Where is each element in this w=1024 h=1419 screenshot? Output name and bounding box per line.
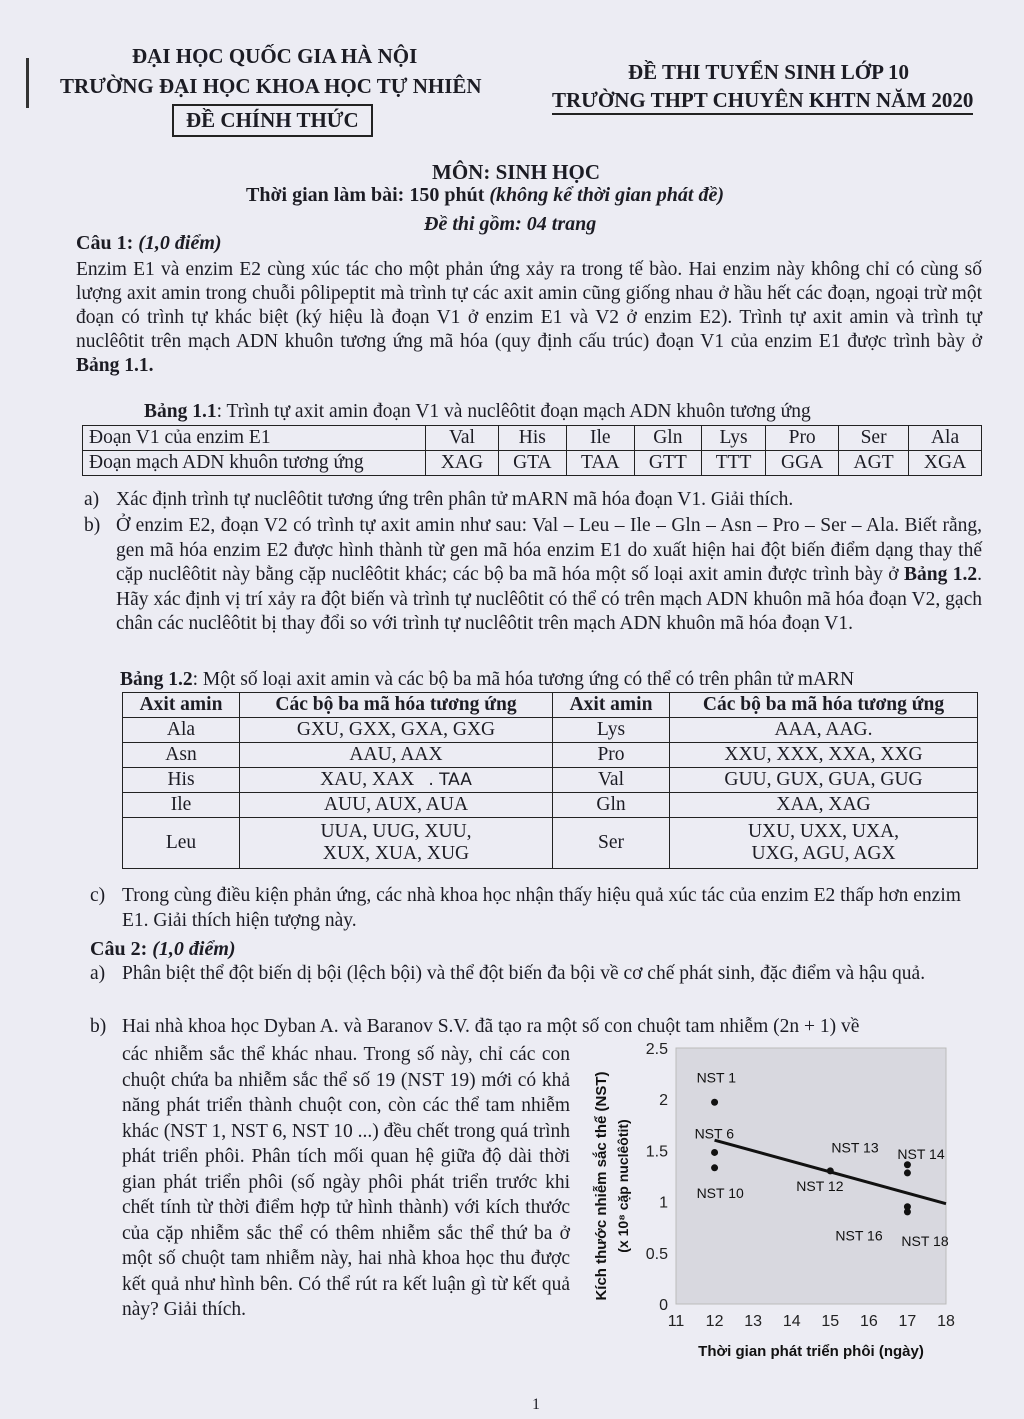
exam-title: ĐỀ THI TUYỂN SINH LỚP 10 [628, 60, 910, 84]
point-label: NST 6 [694, 1125, 735, 1142]
q2-points: (1,0 điểm) [152, 938, 236, 960]
table2-cell: AAA, AAG. [670, 718, 978, 743]
data-point [904, 1169, 911, 1176]
table2-cell: XAA, XAG [670, 793, 978, 818]
data-point [711, 1099, 718, 1106]
data-point [904, 1208, 911, 1215]
point-label: NST 12 [796, 1177, 844, 1194]
y-tick-label: 2.5 [645, 1041, 668, 1058]
q1-part-c [90, 884, 982, 933]
x-tick-label: 17 [898, 1313, 917, 1330]
table2-cell-his [240, 768, 553, 793]
table2-cell: Asn [123, 743, 240, 768]
q1-intro [76, 258, 982, 378]
his-codons: XAU, XAX [320, 769, 415, 790]
x-tick-label: 13 [744, 1313, 763, 1330]
q2-a-text: Phân biệt thể đột biến dị bội (lệch bội) và thể đột biến đa bội về cơ chế phát sinh, đặc điểm và hậu quả. [122, 963, 926, 984]
y-tick-label: 2 [659, 1092, 668, 1110]
table1-cell: AGT [839, 451, 909, 476]
table-row [123, 768, 978, 793]
table1-cell: TAA [566, 451, 634, 476]
data-point [827, 1167, 834, 1174]
q1-intro-text: Enzim E1 và enzim E2 cùng xúc tác cho một phản ứng xảy ra trong tế bào. Hai enzim này không chỉ có cùng số lượng axit amin trong chuỗi pôlipeptit mà trình tự các axit amin cũng giống nhau ở hầu hết các đoạn, ngoại trừ một đoạn có trình tự khác biệt (ký hiệu là đoạn V1 ở enzim E1 và V2 ở enzim E2). Trình tự axit amin và trình tự nuclêôtit trên mạch ADN khuôn tương ứng mã hóa (quy định cấu trúc) đoạn V1 của enzim E1 được trình bày ở [76, 259, 982, 352]
time-note: (không kể thời gian phát đề) [489, 184, 725, 206]
q1-b-label: b) [84, 515, 101, 536]
table2-cell: AUU, AUX, AUA [240, 793, 553, 818]
table1-cell: GTT [634, 451, 701, 476]
q2-part-a [90, 962, 982, 987]
table2-header: Các bộ ba mã hóa tương ứng [240, 693, 553, 718]
handwritten-note: . TAA [428, 770, 472, 790]
table2-cell: Val [553, 768, 670, 793]
university-name: ĐẠI HỌC QUỐC GIA HÀ NỘI [132, 44, 418, 68]
table-row [123, 793, 978, 818]
table1-caption-label: Bảng 1.1 [144, 401, 217, 422]
x-tick-label: 11 [667, 1313, 685, 1330]
data-point [904, 1161, 911, 1168]
table2-cell: AAU, AAX [240, 743, 553, 768]
x-tick-label: 12 [705, 1313, 724, 1330]
q2-b-label: b) [90, 1016, 107, 1037]
table-row [123, 743, 978, 768]
q1-intro-ref: Bảng 1.1 [76, 355, 149, 376]
point-label: NST 10 [696, 1184, 744, 1201]
table2-cell: Ala [123, 718, 240, 743]
x-tick-label: 18 [937, 1313, 955, 1330]
point-label: NST 1 [696, 1069, 737, 1086]
table-1-2 [122, 692, 978, 869]
x-axis-label: Thời gian phát triển phôi (ngày) [698, 1343, 924, 1360]
table1-cell: His [498, 426, 566, 451]
table2-cell: GXU, GXX, GXA, GXG [240, 718, 553, 743]
q2-a-label: a) [90, 963, 106, 984]
table-1-1 [82, 425, 982, 476]
y-tick-label: 0 [659, 1297, 668, 1314]
table1-cell: Ala [909, 426, 982, 451]
table2-cell: Ile [123, 793, 240, 818]
point-label: NST 18 [901, 1232, 949, 1249]
table1-row-aa [83, 426, 982, 451]
table2-cell: Pro [553, 743, 670, 768]
q1-c-text: Trong cùng điều kiện phản ứng, các nhà khoa học nhận thấy hiệu quả xúc tác của enzim E2 thấp hơn enzim E1. Giải thích hiện tượng này. [122, 885, 961, 931]
x-tick-label: 15 [821, 1313, 840, 1330]
table2-caption-text: : Một số loại axit amin và các bộ ba mã hóa tương ứng có thể có trên phân tử mARN [192, 669, 855, 690]
q1-c-label: c) [90, 885, 106, 906]
y-tick-label: 0.5 [645, 1245, 668, 1263]
table2-caption-label: Bảng 1.2 [120, 669, 193, 690]
table1-caption [144, 400, 811, 424]
table1-cell: XGA [909, 451, 982, 476]
ser-line1: UXU, UXX, UXA, [747, 821, 900, 842]
y-tick-label: 1 [659, 1194, 668, 1212]
q1-b-ref: Bảng 1.2 [903, 564, 978, 585]
plot-area [676, 1048, 949, 1304]
table1-cell: XAG [426, 451, 499, 476]
table2-cell-leu [240, 818, 553, 869]
official-stamp: ĐỀ CHÍNH THỨC [172, 104, 373, 137]
table2-cell: Gln [553, 793, 670, 818]
table2-header-row [123, 693, 978, 718]
q1-intro-end: . [148, 355, 154, 376]
table1-row1-label: Đoạn V1 của enzim E1 [83, 426, 426, 451]
exam-school: TRƯỜNG THPT CHUYÊN KHTN NĂM 2020 [552, 88, 973, 115]
data-point [711, 1164, 718, 1171]
table1-row2-label: Đoạn mạch ADN khuôn tương ứng [83, 451, 426, 476]
q1-b-text: Ở enzim E2, đoạn V2 có trình tự axit amin như sau: Val – Leu – Ile – Gln – Asn – Pro – Ser – Ala. Biết rằng, gen mã hóa enzim E2 được hình thành từ gen mã hóa enzim E1 do xuất hiện hai đột biến điểm dạng thay thế cặp nuclêôtit này bằng cặp nuclêôtit khác; các bộ ba mã hóa một số loại axit amin được trình bày ở [116, 515, 982, 585]
data-point [711, 1149, 718, 1156]
q1-a-text: Xác định trình tự nuclêôtit tương ứng trên phân tử mARN mã hóa đoạn V1. Giải thích. [116, 489, 794, 510]
table2-cell: Leu [123, 818, 240, 869]
q1-part-a [84, 488, 982, 513]
table2-header: Axit amin [553, 693, 670, 718]
table1-caption-text: : Trình tự axit amin đoạn V1 và nuclêôtit đoạn mạch ADN khuôn tương ứng [216, 401, 811, 422]
subject: MÔN: SINH HỌC [432, 160, 600, 184]
leu-line2: XUX, XUA, XUG [322, 843, 470, 864]
q2-b-text: các nhiễm sắc thể khác nhau. Trong số này, chỉ các con chuột chứa ba nhiễm sắc thể số 19 (NST 19) mới có khả năng phát triển thành chuột con, còn các thể tam nhiễm khác (NST 1, NST 6, NST 10 ...) đều chết trong quá trình phát triển phôi. Phân tích mối quan hệ giữa độ dài thời gian phát triển phôi (số ngày phôi phát triển trước khi chết tính từ thời điểm hợp tử hình thành) với kích thước của cặp nhiễm sắc thể có thêm nhiễm sắc thể thứ ba ở một số chuột tam nhiễm này, hai nhà khoa học thu được kết quả như hình bên. Có thể rút ra kết luận gì từ kết quả này? Giải thích. [122, 1044, 570, 1320]
table2-cell: GUU, GUX, GUA, GUG [670, 768, 978, 793]
q1-title: Câu 1: [76, 232, 134, 254]
q1-points: (1,0 điểm) [138, 232, 222, 254]
q1-part-b [84, 514, 982, 637]
table1-cell: Val [426, 426, 499, 451]
q2-title: Câu 2: [90, 938, 148, 960]
table1-cell: Ile [566, 426, 634, 451]
table2-header: Axit amin [123, 693, 240, 718]
ser-line2: UXG, AGU, AGX [751, 843, 896, 864]
table1-cell: GGA [766, 451, 839, 476]
q1-b-text2: . Hãy xác định vị trí xảy ra đột biến và trình tự nuclêôtit có thể có trên mạch ADN khuôn mã hóa đoạn V2, gạch chân các nuclêôtit bị thay đổi so với trình tự nuclêôtit trên mạch ADN khuôn mã hóa đoạn V1. [116, 564, 982, 634]
table2-cell-ser [670, 818, 978, 869]
exam-time [246, 184, 724, 207]
q1-heading [76, 232, 222, 255]
table2-cell: XXU, XXX, XXA, XXG [670, 743, 978, 768]
page-number: 1 [532, 1396, 540, 1413]
q1-a-label: a) [84, 489, 100, 510]
table2-cell: Ser [553, 818, 670, 869]
chromosome-chart [588, 1030, 988, 1360]
table1-cell: Gln [634, 426, 701, 451]
table2-caption [120, 668, 854, 692]
leu-line1: UUA, UUG, XUU, [320, 821, 472, 842]
y-axis-label: Kích thước nhiễm sắc thể (NST) [593, 1071, 610, 1301]
y-axis-unit-label: (x 10⁸ cặp nuclêôtit) [615, 1119, 631, 1253]
q2-b-first-line: Hai nhà khoa học Dyban A. và Baranov S.V. đã tạo ra một số con chuột tam nhiễm (2n + 1) về [122, 1016, 860, 1037]
q1-b-body [116, 514, 982, 637]
table1-cell: Lys [701, 426, 765, 451]
table2-cell: Lys [553, 718, 670, 743]
table1-cell: GTA [498, 451, 566, 476]
x-tick-label: 16 [859, 1313, 878, 1330]
point-label: NST 16 [835, 1227, 883, 1244]
page-count: Đề thi gồm: 04 trang [424, 213, 597, 235]
y-tick-label: 1.5 [645, 1143, 668, 1161]
time-label: Thời gian làm bài: 150 phút [246, 184, 485, 206]
x-tick-label: 14 [782, 1313, 801, 1330]
table2-cell: His [123, 768, 240, 793]
margin-mark [26, 58, 29, 108]
point-label: NST 14 [897, 1145, 945, 1162]
table1-row-dna [83, 451, 982, 476]
school-name: TRƯỜNG ĐẠI HỌC KHOA HỌC TỰ NHIÊN [60, 74, 482, 98]
table1-cell: Pro [766, 426, 839, 451]
table1-cell: TTT [701, 451, 765, 476]
point-label: NST 13 [831, 1139, 879, 1156]
table-row [123, 718, 978, 743]
table1-cell: Ser [839, 426, 909, 451]
q2-heading [90, 938, 236, 961]
table-row [123, 818, 978, 869]
table2-header: Các bộ ba mã hóa tương ứng [670, 693, 978, 718]
